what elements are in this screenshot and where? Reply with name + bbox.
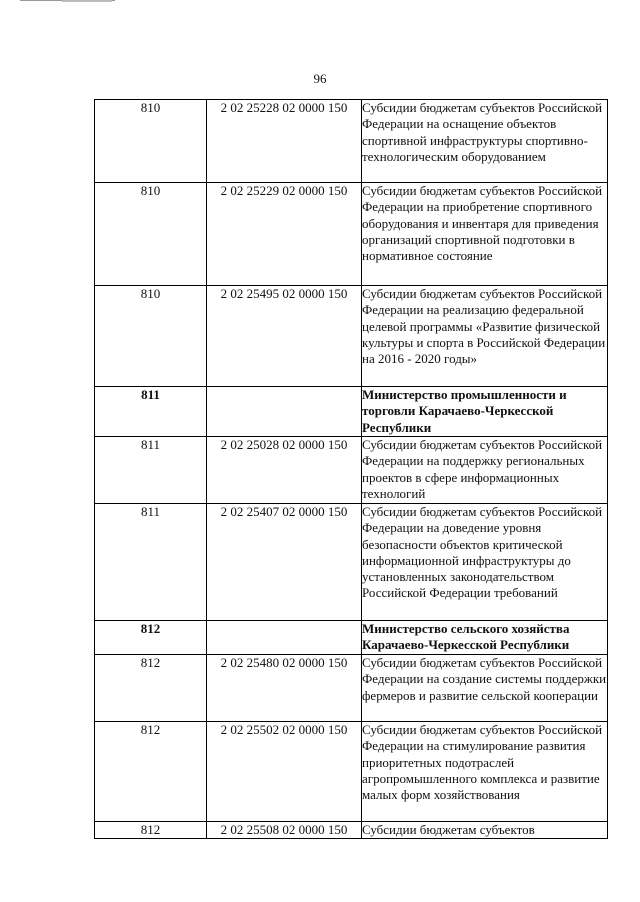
income-name-cell: Субсидии бюджетам субъектов Российской Федерации на приобретение спортивного оборудования и инвентаря для приведения организаций спортивной подготовки в нормативное состояние [362,183,608,286]
table-row [95,437,608,504]
income-name-cell: Субсидии бюджетам субъектов Российской Федерации на доведение уровня безопасности объектов критической информационной инфраструктуры до установленных законодательством Российской Федерации требований [362,504,608,621]
table-row [95,504,608,621]
admin-code-cell: 811 [95,504,207,621]
ministry-name-cell: Министерство сельского хозяйства Карачаево-Черкесской Республики [362,621,608,655]
admin-code-cell: 810 [95,183,207,286]
admin-code-cell: 812 [95,722,207,822]
table-row [95,286,608,387]
income-name-cell: Субсидии бюджетам субъектов [362,822,608,839]
income-code-cell: 2 02 25228 02 0000 150 [207,100,362,183]
ministry-name-cell: Министерство промышленности и торговли Карачаево-Черкесской Республики [362,387,608,437]
table-row [95,722,608,822]
income-name-cell: Субсидии бюджетам субъектов Российской Федерации на поддержку региональных проектов в сфере информационных технологий [362,437,608,504]
admin-code-cell: 810 [95,286,207,387]
table-row-ministry [95,387,608,437]
admin-code-cell: 812 [95,621,207,655]
income-name-cell: Субсидии бюджетам субъектов Российской Федерации на стимулирование развития приоритетных подотраслей агропромышленного комплекса и развитие малых форм хозяйствования [362,722,608,822]
income-code-cell: 2 02 25508 02 0000 150 [207,822,362,839]
income-code-cell: 2 02 25480 02 0000 150 [207,655,362,722]
income-code-cell: 2 02 25495 02 0000 150 [207,286,362,387]
admin-code-cell: 812 [95,655,207,722]
table-row [95,183,608,286]
table-row-ministry [95,621,608,655]
admin-code-cell: 810 [95,100,207,183]
table-row [95,100,608,183]
table-row [95,822,608,839]
table-row [95,655,608,722]
admin-code-cell: 812 [95,822,207,839]
income-name-cell: Субсидии бюджетам субъектов Российской Федерации на реализацию федеральной целевой программы «Развитие физической культуры и спорта в Российской Федерации на 2016 - 2020 годы» [362,286,608,387]
income-name-cell: Субсидии бюджетам субъектов Российской Федерации на создание системы поддержки фермеров и развитие сельской кооперации [362,655,608,722]
income-code-cell: 2 02 25407 02 0000 150 [207,504,362,621]
income-name-cell: Субсидии бюджетам субъектов Российской Федерации на оснащение объектов спортивной инфраструктуры спортивно-технологическим оборудованием [362,100,608,183]
income-code-cell [207,621,362,655]
income-code-cell: 2 02 25229 02 0000 150 [207,183,362,286]
page-number: 96 [313,71,327,86]
scan-artifact [20,0,115,5]
income-code-cell: 2 02 25502 02 0000 150 [207,722,362,822]
budget-classification-table [94,99,608,839]
income-code-cell [207,387,362,437]
admin-code-cell: 811 [95,437,207,504]
admin-code-cell: 811 [95,387,207,437]
income-code-cell: 2 02 25028 02 0000 150 [207,437,362,504]
